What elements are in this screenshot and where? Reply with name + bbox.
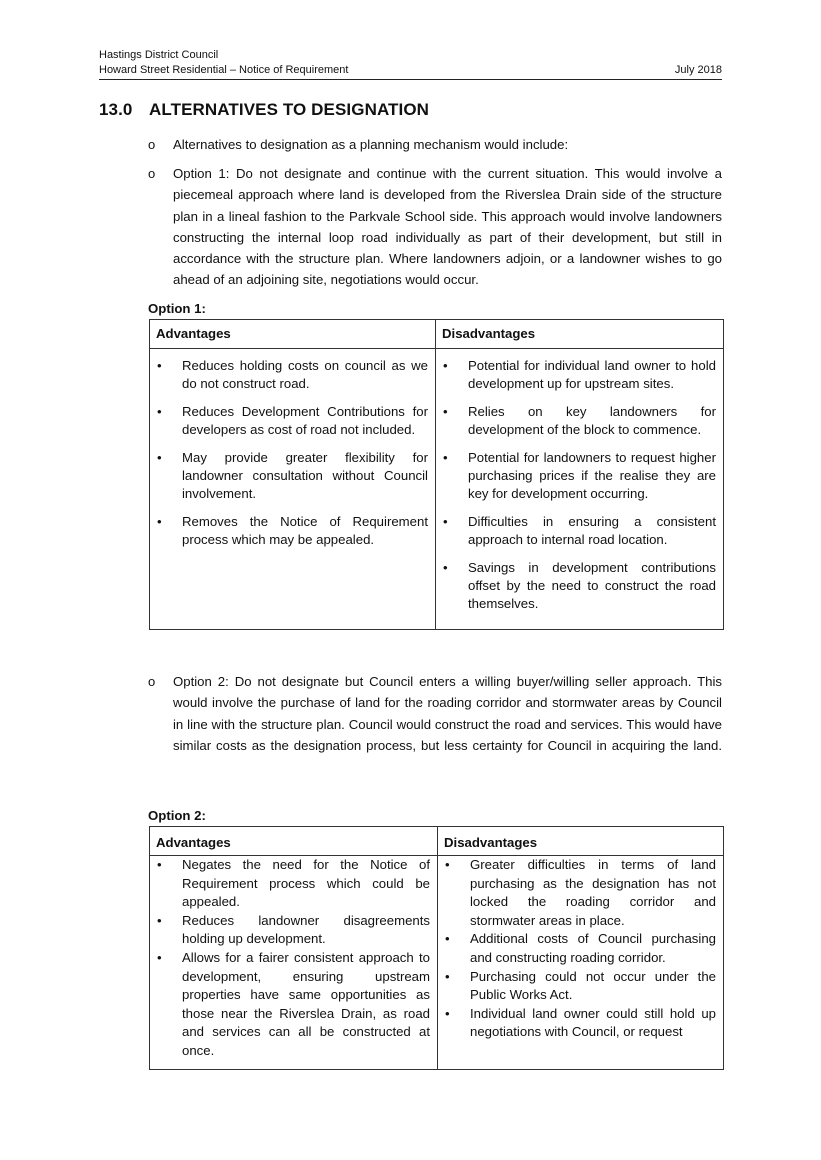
section-title: ALTERNATIVES TO DESIGNATION [149,100,430,119]
option1-disadvantages-header: Disadvantages [436,320,724,349]
option2-disadvantages-cell [438,856,724,1070]
option1-advantages-cell [150,349,436,630]
list-item: • Difficulties in ensuring a consistent approach to internal road location. [437,513,722,549]
option2-text: Option 2: Do not designate but Council enters a willing buyer/willing seller approach. This would involve the purchase of land for the roading corridor and stormwater areas by Council in line with the structure plan. Council would construct the road and services. This would have similar costs as the designation process, but less certainty for Council in acquiring the land. [173,674,722,753]
bullet-marker: o [148,674,156,689]
list-item: • Greater difficulties in terms of land purchasing as the designation has not locked the roading corridor and stormwater areas in place. [439,856,722,930]
list-item: • Potential for landowners to request higher purchasing prices if the realise they are key for development occurring. [437,449,722,504]
intro-bullet [148,134,722,155]
list-item: • Potential for individual land owner to hold development up for upstream sites. [437,357,722,393]
option1-text: Option 1: Do not designate and continue with the current situation. This would involve a piecemeal approach where land is developed from the Riverslea Drain side of the structure plan in a lineal fashion to the Parkvale School side. This approach would involve landowners constructing the internal loop road individually as part of their development, but still in accordance with the structure plan. Where landowners adjoin, or a landowner wishes to go ahead of an adjoining site, negotiations would occur. [173,166,722,288]
bullet-marker: o [148,137,156,152]
intro-text: Alternatives to designation as a planning mechanism would include: [173,137,569,152]
list-item: • Removes the Notice of Requirement process which may be appealed. [151,513,434,549]
list-item: • Reduces holding costs on council as we do not construct road. [151,357,434,393]
section-heading [99,100,429,120]
section-number: 13.0 [99,100,133,119]
option2-disadvantages-header: Disadvantages [438,827,724,856]
list-item: • Reduces landowner disagreements holding up development. [151,912,436,949]
option2-label: Option 2: [148,808,206,823]
option1-table [149,319,724,630]
option2-advantages-cell [150,856,438,1070]
list-item: • Additional costs of Council purchasing and constructing roading corridor. [439,930,722,967]
header-date: July 2018 [674,64,722,76]
list-item: • Relies on key landowners for development of the block to commence. [437,403,722,439]
list-item: • Allows for a fairer consistent approach to development, ensuring upstream properties have same opportunities as those near the Riverslea Drain, as road and services can all be constructed at once. [151,949,436,1061]
list-item: • Savings in development contributions offset by the need to construct the road themselves. [437,559,722,614]
option1-disadvantages-cell [436,349,724,630]
header-document-title: Howard Street Residential – Notice of Requirement [99,64,349,76]
bullet-marker: o [148,166,156,181]
option2-table [149,826,724,1070]
option1-advantages-header: Advantages [150,320,436,349]
header-rule-line [99,63,722,80]
list-item: • May provide greater flexibility for landowner consultation without Council involvement. [151,449,434,504]
option1-label: Option 1: [148,301,206,316]
list-item: • Purchasing could not occur under the Public Works Act. [439,968,722,1005]
list-item: • Individual land owner could still hold up negotiations with Council, or request [439,1005,722,1042]
list-item: • Negates the need for the Notice of Requirement process which could be appealed. [151,856,436,912]
header-organisation: Hastings District Council [99,49,219,61]
option1-bullet [148,163,722,291]
list-item: • Reduces Development Contributions for developers as cost of road not included. [151,403,434,439]
option2-bullet [148,671,722,756]
option2-advantages-header: Advantages [150,827,438,856]
